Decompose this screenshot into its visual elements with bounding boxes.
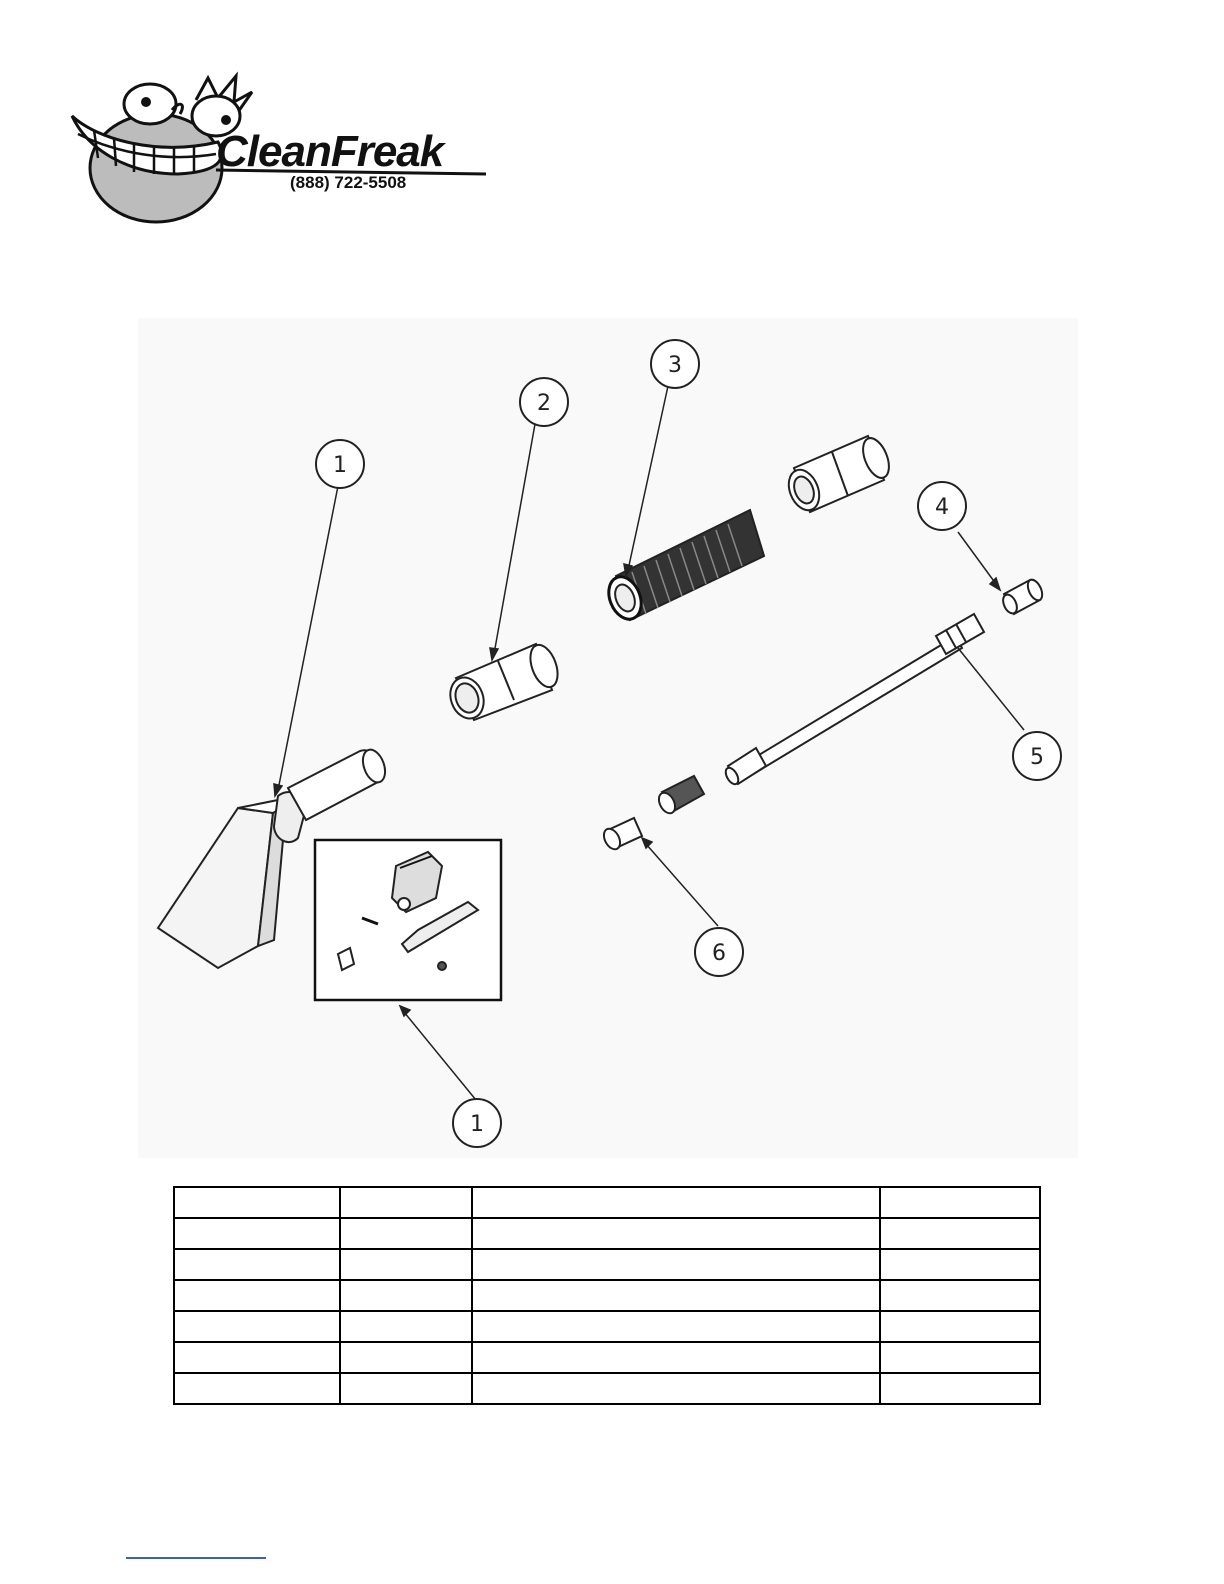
table-cell (880, 1249, 1040, 1280)
table-cell (174, 1218, 340, 1249)
table-cell (340, 1187, 472, 1218)
table-row (174, 1249, 1040, 1280)
table-row (174, 1342, 1040, 1373)
table-cell (880, 1187, 1040, 1218)
hose-cuff-upper (783, 434, 894, 514)
table-cell (472, 1218, 880, 1249)
quick-connect-fitting (1000, 577, 1045, 615)
hose-cuff (445, 641, 563, 723)
table-cell (340, 1311, 472, 1342)
table-cell (174, 1373, 340, 1404)
footer-link-underline[interactable] (126, 1557, 266, 1559)
solution-hose (723, 614, 984, 786)
table-cell (340, 1373, 472, 1404)
callout-label-6: 6 (712, 941, 726, 966)
table-cell (880, 1218, 1040, 1249)
table-cell (472, 1187, 880, 1218)
table-cell (174, 1311, 340, 1342)
table-cell (174, 1342, 340, 1373)
callout-label-5: 5 (1030, 745, 1044, 770)
logo-phone-number: (888) 722-5508 (290, 173, 407, 192)
table-row (174, 1218, 1040, 1249)
table-row (174, 1311, 1040, 1342)
table-cell (340, 1342, 472, 1373)
table-cell (880, 1280, 1040, 1311)
callout-label-1: 1 (333, 453, 347, 478)
callout-label-1b: 1 (470, 1112, 484, 1137)
brass-fittings (601, 776, 704, 852)
table-cell (472, 1280, 880, 1311)
table-cell (174, 1280, 340, 1311)
exploded-parts-diagram (138, 318, 1078, 1158)
parts-drawing (138, 318, 1078, 1158)
callout-label-4: 4 (935, 495, 949, 520)
table-cell (340, 1249, 472, 1280)
table-cell (340, 1280, 472, 1311)
table-cell (472, 1373, 880, 1404)
table-row (174, 1373, 1040, 1404)
table-cell (472, 1342, 880, 1373)
parts-list-table (173, 1186, 1041, 1405)
table-row (174, 1280, 1040, 1311)
table-cell (472, 1311, 880, 1342)
table-cell (880, 1373, 1040, 1404)
table-cell (174, 1187, 340, 1218)
callout-label-2: 2 (537, 391, 551, 416)
table-cell (174, 1249, 340, 1280)
valve-inset-box (315, 840, 501, 1000)
callout-label-3: 3 (668, 353, 682, 378)
cleanfreak-logo (68, 70, 498, 230)
logo-brand-name: CleanFreak (216, 127, 444, 176)
table-row (174, 1187, 1040, 1218)
table-cell (472, 1249, 880, 1280)
table-cell (340, 1218, 472, 1249)
table-cell (880, 1342, 1040, 1373)
table-cell (880, 1311, 1040, 1342)
